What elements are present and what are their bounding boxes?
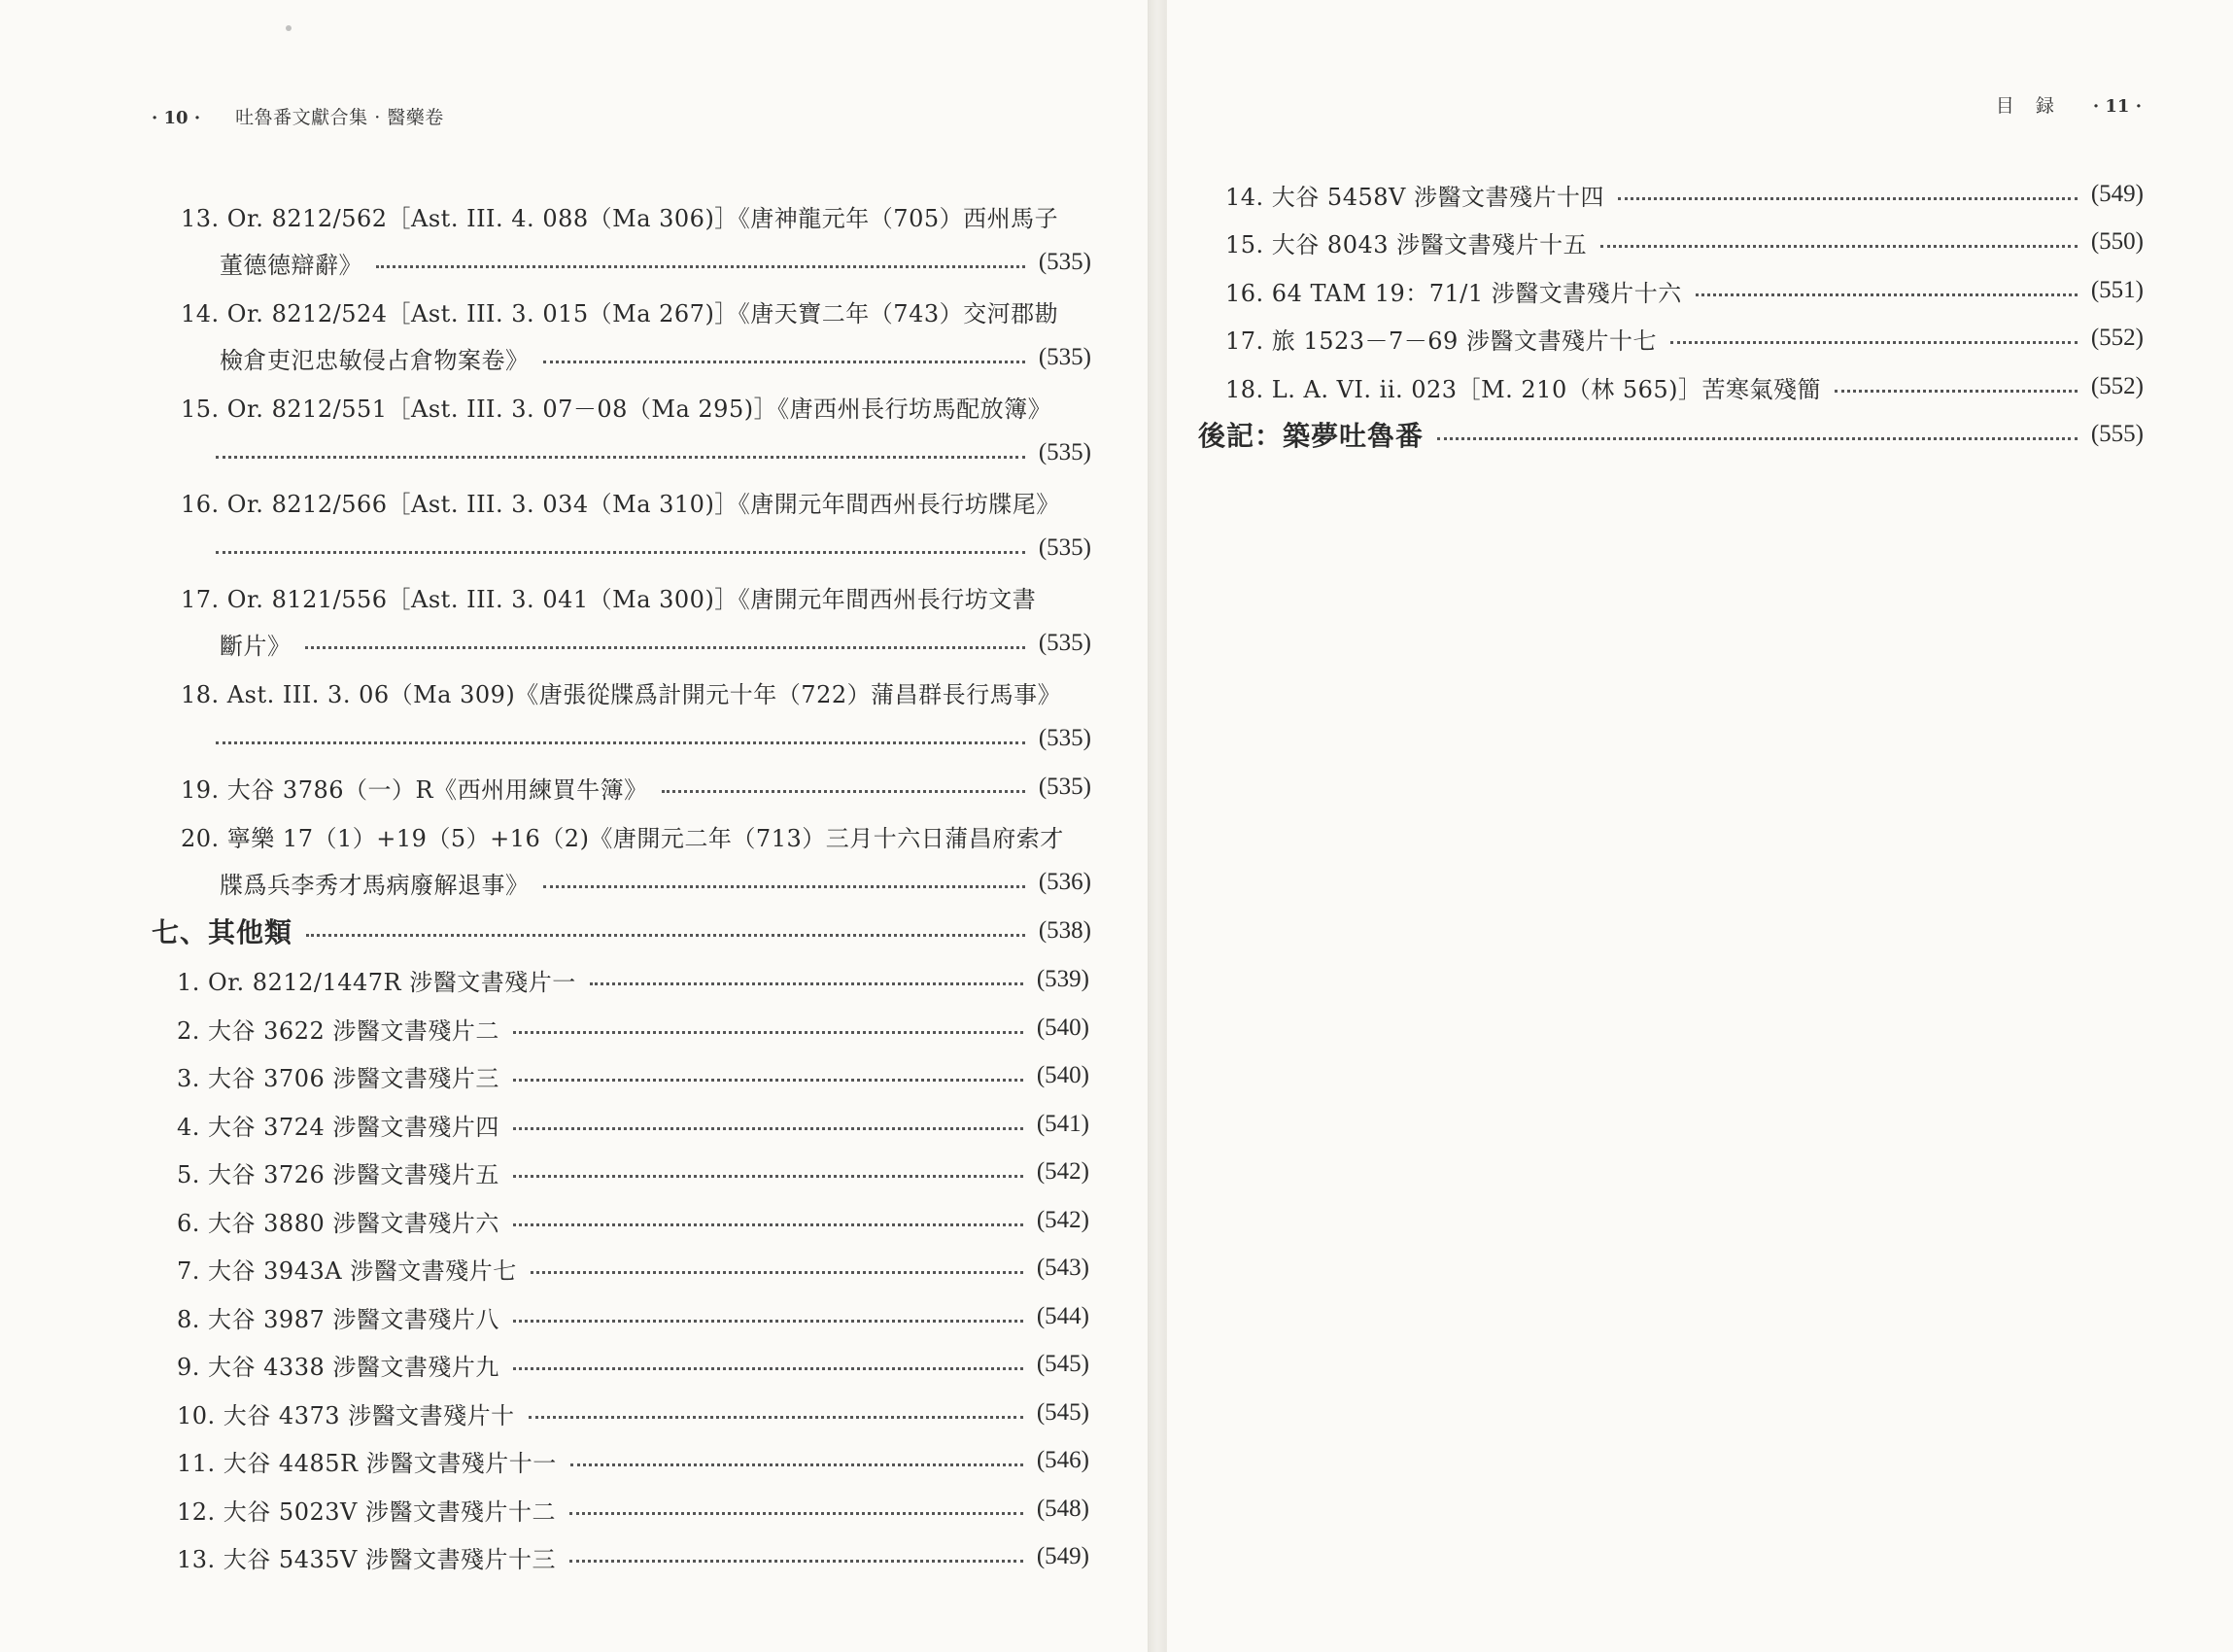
dot-leader [513,1367,1023,1370]
entry-text: 2. 大谷 3622 涉醫文書殘片二 [177,1016,499,1045]
dot-leader [216,456,1025,459]
dot-leader [306,934,1025,937]
toc-entry[interactable] [1225,223,2144,261]
toc-entry[interactable] [181,196,1091,279]
entry-page: (540) [1036,1015,1089,1041]
entry-page: (545) [1036,1399,1089,1426]
entry-text: 20. 寧樂 17（1）+19（5）+16（2)《唐開元二年（713）三月十六日蒲昌府索才 [181,824,1064,852]
entry-page: (535) [1038,344,1091,370]
entry-page: (543) [1036,1255,1089,1281]
toc-entry[interactable] [181,387,1091,465]
entry-text: 10. 大谷 4373 涉醫文書殘片十 [177,1401,515,1429]
toc-entry[interactable] [181,482,1091,560]
entry-page: (535) [1038,725,1091,751]
entry-text: 4. 大谷 3724 涉醫文書殘片四 [177,1113,499,1141]
dot-leader [1600,245,2078,248]
entry-continuation: 檢倉吏氾忠敏侵占倉物案卷》 [220,346,530,374]
dot-leader [1670,341,2078,344]
toc-entry[interactable] [181,672,1091,750]
dot-leader [1437,437,2078,440]
section-title: 七、其他類 [152,916,293,948]
toc-entry[interactable] [177,1441,1089,1480]
entry-page: (535) [1038,774,1091,800]
toc-entry[interactable] [1225,175,2144,214]
afterword-entry[interactable] [1198,415,2144,454]
book-gutter [1149,0,1166,1652]
toc-entry[interactable] [177,1490,1089,1529]
dot-leader [531,1271,1023,1274]
toc-entry[interactable] [177,1394,1089,1432]
afterword-title: 後記：築夢吐魯番 [1198,420,1425,452]
dot-leader [216,551,1025,554]
toc-entry[interactable] [177,1153,1089,1191]
entry-text: 7. 大谷 3943A 涉醫文書殘片七 [177,1256,517,1285]
toc-entry[interactable] [181,768,1091,807]
dot-leader [569,1512,1023,1515]
dot-leader [543,885,1025,888]
toc-entry[interactable] [177,1345,1089,1384]
dot-leader [513,1175,1023,1178]
dot-leader [529,1416,1023,1419]
entry-text: 13. Or. 8212/562［Ast. III. 4. 088（Ma 306)］《唐神龍元年（705）西州馬子 [181,204,1059,232]
dot-leader [513,1079,1023,1082]
toc-entry[interactable] [1225,271,2144,310]
entry-text: 18. Ast. III. 3. 06（Ma 309)《唐張從牒爲計開元十年（722）蒲昌群長行馬事》 [181,680,1062,708]
page-number: · 10 · [152,108,201,128]
entry-text: 12. 大谷 5023V 涉醫文書殘片十二 [177,1497,556,1526]
entry-page: (548) [1036,1496,1089,1522]
toc-entry[interactable] [1225,319,2144,358]
dot-leader [216,741,1025,744]
entry-text: 19. 大谷 3786（一）R《西州用練買牛簿》 [181,775,648,804]
toc-entry[interactable] [177,1537,1089,1576]
toc-entry[interactable] [181,816,1091,899]
entry-text: 6. 大谷 3880 涉醫文書殘片六 [177,1209,499,1237]
toc-entry[interactable] [177,1249,1089,1288]
entry-text: 14. Or. 8212/524［Ast. III. 3. 015（Ma 267)］《唐天寶二年（743）交河郡勘 [181,299,1059,327]
entry-page: (555) [2090,421,2144,447]
book-title: 吐魯番文獻合集 · 醫藥卷 [235,107,444,128]
toc-entry[interactable] [1225,367,2144,406]
dot-leader [513,1320,1023,1323]
entry-page: (549) [2090,181,2144,207]
page-number: · 11 · [2092,96,2142,117]
toc-entry[interactable] [181,577,1091,660]
entry-text: 1. Or. 8212/1447R 涉醫文書殘片一 [177,968,576,996]
section-title-catalog: 目 録 [1995,95,2062,117]
dot-leader [569,1560,1023,1563]
dot-leader [570,1463,1023,1466]
toc-entry[interactable] [177,1201,1089,1240]
entry-text: 5. 大谷 3726 涉醫文書殘片五 [177,1160,499,1188]
entry-page: (535) [1038,630,1091,656]
entry-page: (540) [1036,1062,1089,1088]
entry-page: (545) [1036,1351,1089,1377]
dot-leader [513,1031,1023,1034]
right-page [1166,0,2233,1652]
toc-entry[interactable] [177,1297,1089,1336]
entry-page: (535) [1038,534,1091,561]
dot-leader [305,646,1025,649]
entry-text: 18. L. A. VI. ii. 023［M. 210（林 565)］苦寒氣殘簡 [1225,375,1822,403]
entry-continuation: 牒爲兵李秀才馬病廢解退事》 [220,871,530,899]
entry-page: (552) [2090,325,2144,351]
dot-leader [513,1223,1023,1226]
toc-entry[interactable] [177,1056,1089,1095]
entry-page: (544) [1036,1303,1089,1329]
entry-page: (546) [1036,1447,1089,1473]
entry-text: 17. Or. 8121/556［Ast. III. 3. 041（Ma 300)］《唐開元年間西州長行坊文書 [181,585,1037,613]
ink-smudge [286,25,292,31]
entry-text: 15. 大谷 8043 涉醫文書殘片十五 [1225,230,1588,258]
entry-text: 14. 大谷 5458V 涉醫文書殘片十四 [1225,183,1604,211]
toc-entry[interactable] [177,1105,1089,1144]
entry-page: (551) [2090,277,2144,303]
entry-page: (535) [1038,249,1091,275]
entry-page: (541) [1036,1111,1089,1137]
entry-page: (542) [1036,1158,1089,1185]
toc-entry[interactable] [181,292,1091,374]
dot-leader [590,982,1023,985]
entry-continuation: 董德德辯辭》 [220,251,362,279]
dot-leader [376,265,1025,268]
section-heading[interactable] [152,912,1091,950]
entry-page: (538) [1038,917,1091,944]
dot-leader [513,1127,1023,1130]
entry-page: (552) [2090,373,2144,399]
entry-text: 17. 旅 1523－7－69 涉醫文書殘片十七 [1225,327,1657,355]
toc-entry[interactable] [177,960,1089,999]
entry-page: (542) [1036,1207,1089,1233]
entry-text: 9. 大谷 4338 涉醫文書殘片九 [177,1353,499,1381]
entry-text: 11. 大谷 4485R 涉醫文書殘片十一 [177,1449,557,1477]
dot-leader [543,361,1025,363]
entry-page: (539) [1036,966,1089,992]
toc-entry[interactable] [177,1009,1089,1048]
dot-leader [1835,390,2078,393]
running-head-right [1996,91,2142,118]
entry-text: 16. 64 TAM 19：71/1 涉醫文書殘片十六 [1225,279,1682,307]
running-head-left [152,103,444,129]
entry-page: (536) [1038,869,1091,895]
entry-text: 8. 大谷 3987 涉醫文書殘片八 [177,1305,499,1333]
entry-page: (535) [1038,439,1091,465]
entry-text: 13. 大谷 5435V 涉醫文書殘片十三 [177,1545,556,1573]
entry-text: 16. Or. 8212/566［Ast. III. 3. 034（Ma 310)］《唐開元年間西州長行坊牒尾》 [181,490,1060,518]
dot-leader [1618,197,2078,200]
entry-page: (550) [2090,228,2144,255]
entry-page: (549) [1036,1543,1089,1569]
dot-leader [1696,293,2078,296]
entry-text: 3. 大谷 3706 涉醫文書殘片三 [177,1064,499,1092]
dot-leader [662,790,1025,793]
entry-text: 15. Or. 8212/551［Ast. III. 3. 07－08（Ma 295)］《唐西州長行坊馬配放簿》 [181,395,1052,423]
entry-continuation: 斷片》 [220,632,292,660]
